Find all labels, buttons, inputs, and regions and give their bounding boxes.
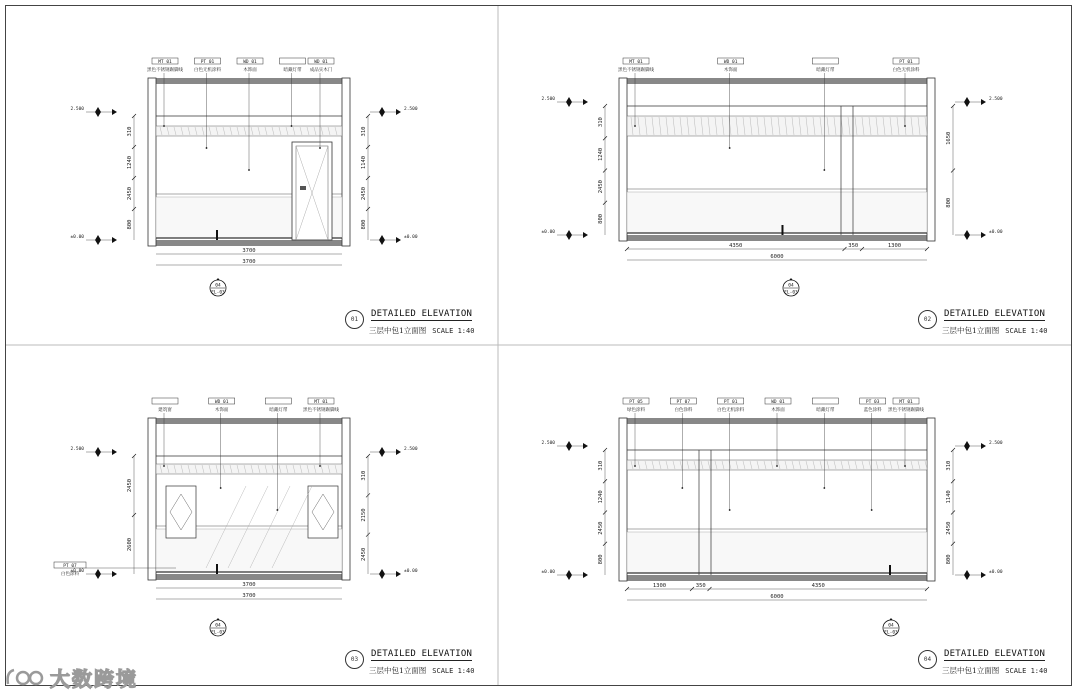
callout-code: PT 05 (629, 400, 643, 405)
section-ref-top: 04 (788, 283, 794, 289)
floor-marker (216, 230, 218, 240)
floor-marker (781, 225, 783, 235)
callout-dot (904, 125, 906, 127)
dim-right-value: 2150 (361, 508, 367, 522)
level-arrow-icon (396, 571, 401, 577)
dim-left-value: 2450 (598, 180, 604, 194)
callout-dot (248, 169, 250, 171)
section-ref-bottom: EL-03 (211, 630, 225, 636)
callout-dot (163, 125, 165, 127)
elevation-index-1: 01 (345, 310, 364, 329)
floor-slab (619, 575, 935, 581)
callout-label: 暗藏灯带 (269, 408, 288, 413)
wainscot-panel (627, 532, 927, 573)
section-ref-bottom: EL-03 (784, 290, 798, 296)
callout-dot (319, 147, 321, 149)
level-symbol-icon (95, 235, 101, 245)
dim-bottom-value: 350 (695, 583, 706, 589)
callout-code: PT 01 (899, 60, 913, 65)
level-value: ±0.00 (70, 235, 84, 240)
watermark (4, 662, 138, 692)
callout-code: WD 01 (771, 400, 785, 405)
elevation-subtitle-text-1: 三层中包1立面图 (369, 326, 427, 335)
callout-label: 黑色不锈钢踢脚线 (303, 408, 339, 413)
callout-label: 木饰面 (214, 408, 229, 413)
elevation-drawing-1 (6, 6, 497, 344)
floor-marker (889, 565, 891, 575)
dim-right-value: 310 (946, 460, 952, 471)
level-arrow-icon (112, 449, 117, 455)
light-band (627, 116, 927, 136)
callout-dot (871, 509, 873, 511)
dim-right-value: 2450 (361, 186, 367, 201)
dim-left-value: 1240 (598, 490, 604, 504)
left-wall (619, 78, 627, 241)
elevation-title-3: DETAILED ELEVATION (371, 649, 473, 659)
elevation-subtitle-2 (942, 325, 1047, 336)
dim-right-value: 800 (361, 219, 367, 230)
callout-code: PT 01 (200, 60, 215, 65)
level-symbol-icon (95, 447, 101, 457)
elevation-subtitle-4 (942, 665, 1047, 676)
level-arrow-icon (112, 237, 117, 243)
callout-box (265, 398, 291, 404)
callout-label: 白色涂料 (674, 408, 693, 413)
elevation-scale-1: SCALE 1:40 (432, 327, 475, 335)
level-value: 2.500 (541, 97, 555, 102)
level-value: ±0.00 (541, 230, 555, 235)
callout-label: 黑色不锈钢踢脚线 (618, 68, 654, 73)
dim-bottom-value: 3700 (242, 582, 256, 588)
dim-right-value: 2450 (361, 547, 367, 561)
callout-label: 木饰面 (723, 68, 738, 73)
section-ref-top: 04 (215, 283, 221, 289)
callout-label: 木饰面 (243, 68, 257, 73)
ceiling-slab (148, 418, 350, 424)
level-symbol-icon (566, 230, 572, 240)
callout-dot (163, 465, 165, 467)
dim-bottom-value: 6000 (770, 254, 784, 260)
callout-label: 白色无机涂料 (717, 408, 745, 413)
level-value: ±0.00 (989, 230, 1003, 235)
level-value: 2.500 (989, 441, 1003, 446)
callout-code: PT 03 (865, 400, 880, 405)
elevation-subtitle-1 (369, 325, 474, 336)
elevation-panel-4 (499, 346, 1070, 684)
elevation-panel-3 (6, 346, 497, 684)
elevation-drawing-4 (499, 346, 1070, 684)
elevation-title-4: DETAILED ELEVATION (944, 649, 1046, 659)
level-arrow-icon (583, 232, 588, 238)
watermark-logo-icon (4, 664, 48, 690)
callout-code: MT 01 (158, 60, 172, 65)
left-wall (619, 418, 627, 581)
callout-code: MT 01 (314, 400, 328, 405)
elevation-index-3: 03 (345, 650, 364, 669)
level-arrow-icon (112, 109, 117, 115)
left-wall (148, 418, 156, 580)
side-callout-label: 白色涂料 (61, 572, 79, 577)
callout-box (280, 58, 306, 64)
left-wall (148, 78, 156, 246)
callout-label: 暗藏灯带 (283, 68, 302, 73)
dim-left-value: 800 (598, 554, 604, 565)
elevation-title-1: DETAILED ELEVATION (371, 309, 473, 319)
floor-marker (216, 564, 218, 574)
level-value: ±0.00 (989, 570, 1003, 575)
level-symbol-icon (566, 441, 572, 451)
callout-label: 白色无机涂料 (194, 68, 221, 73)
elevation-scale-4: SCALE 1:40 (1005, 667, 1048, 675)
right-wall (927, 418, 935, 581)
level-symbol-icon (964, 97, 970, 107)
level-arrow-icon (396, 449, 401, 455)
callout-dot (319, 465, 321, 467)
level-value: ±0.00 (404, 569, 418, 574)
dim-left-value: 800 (598, 213, 604, 224)
level-arrow-icon (112, 571, 117, 577)
callout-dot (276, 509, 278, 511)
level-symbol-icon (566, 570, 572, 580)
level-arrow-icon (396, 109, 401, 115)
dim-bottom-value: 6000 (770, 594, 784, 600)
level-symbol-icon (95, 107, 101, 117)
level-arrow-icon (981, 572, 986, 578)
dim-bottom-value: 3700 (242, 248, 256, 254)
callout-label: 暗藏灯带 (816, 408, 835, 413)
callout-dot (729, 147, 731, 149)
level-value: 2.500 (70, 107, 84, 112)
callout-code: WD 01 (723, 60, 738, 65)
level-value: 2.500 (70, 447, 84, 452)
level-arrow-icon (583, 572, 588, 578)
callout-dot (634, 125, 636, 127)
level-symbol-icon (566, 97, 572, 107)
callout-label: 黑色不锈钢踢脚线 (147, 68, 183, 73)
callout-box (812, 58, 838, 64)
elevation-subtitle-text-2: 三层中包1立面图 (942, 326, 1000, 335)
elevation-subtitle-3 (369, 665, 474, 676)
callout-code: WD 01 (214, 400, 229, 405)
level-symbol-icon (964, 441, 970, 451)
dim-left-value: 800 (127, 219, 133, 230)
elevation-subtitle-text-3: 三层中包1立面图 (369, 666, 427, 675)
dim-left-value: 310 (127, 126, 133, 137)
right-wall (342, 78, 350, 246)
title-block-2 (918, 308, 1056, 338)
dim-left-value: 1240 (127, 155, 133, 170)
side-callout-code: PT 07 (63, 564, 77, 569)
callout-dot (220, 487, 222, 489)
elevation-index-2: 02 (918, 310, 937, 329)
level-value: ±0.00 (404, 235, 418, 240)
right-wall (342, 418, 350, 580)
dim-right-value: 1140 (361, 155, 367, 170)
dim-left-value: 1240 (598, 147, 604, 161)
dim-right-value: 1650 (946, 131, 952, 145)
elevation-subtitle-text-4: 三层中包1立面图 (942, 666, 1000, 675)
callout-box (812, 398, 838, 404)
dim-left-value: 2600 (127, 537, 133, 552)
title-block-3 (345, 648, 483, 678)
right-wall (927, 78, 935, 241)
callout-code: PT 07 (676, 400, 691, 405)
dim-bottom-value: 3700 (242, 259, 256, 265)
section-ref-top: 04 (215, 623, 221, 629)
level-arrow-icon (583, 443, 588, 449)
elevation-scale-2: SCALE 1:40 (1005, 327, 1048, 335)
level-value: 2.500 (541, 441, 555, 446)
dim-bottom-value: 4350 (811, 583, 825, 589)
elevation-title-2: DETAILED ELEVATION (944, 309, 1046, 319)
dim-bottom-value: 3700 (242, 593, 256, 599)
section-ref-bottom: EL-03 (211, 290, 225, 296)
callout-label: 黑色不锈钢踢脚线 (888, 408, 924, 413)
level-symbol-icon (379, 569, 385, 579)
dim-right-value: 1140 (946, 490, 952, 504)
floor-slab (148, 574, 350, 580)
level-symbol-icon (964, 230, 970, 240)
ceiling-slab (619, 78, 935, 84)
callout-dot (729, 509, 731, 511)
elevation-drawing-2 (499, 6, 1070, 344)
callout-code: WD 01 (314, 60, 328, 65)
elevation-drawing-3 (6, 346, 497, 684)
door-handle (300, 186, 306, 190)
elevation-scale-3: SCALE 1:40 (432, 667, 475, 675)
callout-label: 白色无机涂料 (892, 68, 920, 73)
elevation-panel-2 (499, 6, 1070, 344)
callout-code: WD 01 (243, 60, 257, 65)
level-value: 2.500 (404, 107, 418, 112)
callout-dot (823, 169, 825, 171)
callout-dot (291, 125, 293, 127)
level-value: ±0.00 (541, 570, 555, 575)
level-symbol-icon (379, 235, 385, 245)
title-block-1 (345, 308, 483, 338)
callout-code: PT 01 (723, 400, 738, 405)
elevation-index-4: 04 (918, 650, 937, 669)
watermark-text: 大数跨境 (50, 666, 138, 691)
callout-label: 蓝色涂料 (863, 408, 882, 413)
level-symbol-icon (379, 107, 385, 117)
dim-left-value: 2450 (127, 478, 133, 493)
dim-right-value: 310 (361, 470, 367, 481)
section-ref-bottom: EL-03 (884, 630, 898, 636)
callout-box (152, 398, 178, 404)
door-frame (292, 142, 332, 240)
level-value: ±0.00 (70, 569, 84, 574)
section-ref-top: 04 (888, 623, 894, 629)
callout-code: MT 01 (629, 60, 643, 65)
floor-slab (619, 235, 935, 241)
title-block-4 (918, 648, 1056, 678)
dim-left-value: 310 (598, 117, 604, 128)
level-arrow-icon (981, 443, 986, 449)
dim-right-value: 310 (361, 126, 367, 137)
callout-dot (776, 465, 778, 467)
level-arrow-icon (981, 99, 986, 105)
dim-left-value: 2450 (127, 186, 133, 201)
level-symbol-icon (379, 447, 385, 457)
dim-bottom-value: 350 (848, 243, 859, 249)
level-value: 2.500 (989, 97, 1003, 102)
level-value: 2.500 (404, 447, 418, 452)
callout-dot (681, 487, 683, 489)
callout-label: 成品实木门 (309, 68, 333, 73)
callout-dot (904, 465, 906, 467)
callout-label: 暗藏灯带 (816, 68, 835, 73)
callout-dot (823, 487, 825, 489)
callout-label: 建筑窗 (158, 408, 172, 413)
callout-code: MT 01 (899, 400, 913, 405)
dim-bottom-value: 4350 (729, 243, 743, 249)
callout-dot (634, 465, 636, 467)
callout-label: 绿色涂料 (627, 408, 645, 413)
level-arrow-icon (981, 232, 986, 238)
dim-right-value: 800 (946, 554, 952, 565)
level-symbol-icon (964, 570, 970, 580)
wainscot-panel (627, 192, 927, 233)
dim-right-value: 2450 (946, 521, 952, 535)
dim-right-value: 800 (946, 197, 952, 208)
callout-dot (206, 147, 208, 149)
elevation-panel-1 (6, 6, 497, 344)
level-symbol-icon (95, 569, 101, 579)
floor-slab (148, 240, 350, 246)
dim-bottom-value: 1300 (652, 583, 667, 589)
level-arrow-icon (396, 237, 401, 243)
dim-left-value: 310 (598, 460, 604, 471)
dim-bottom-value: 1300 (887, 243, 902, 249)
dim-left-value: 2450 (598, 521, 604, 535)
callout-label: 木饰面 (771, 408, 785, 413)
level-arrow-icon (583, 99, 588, 105)
